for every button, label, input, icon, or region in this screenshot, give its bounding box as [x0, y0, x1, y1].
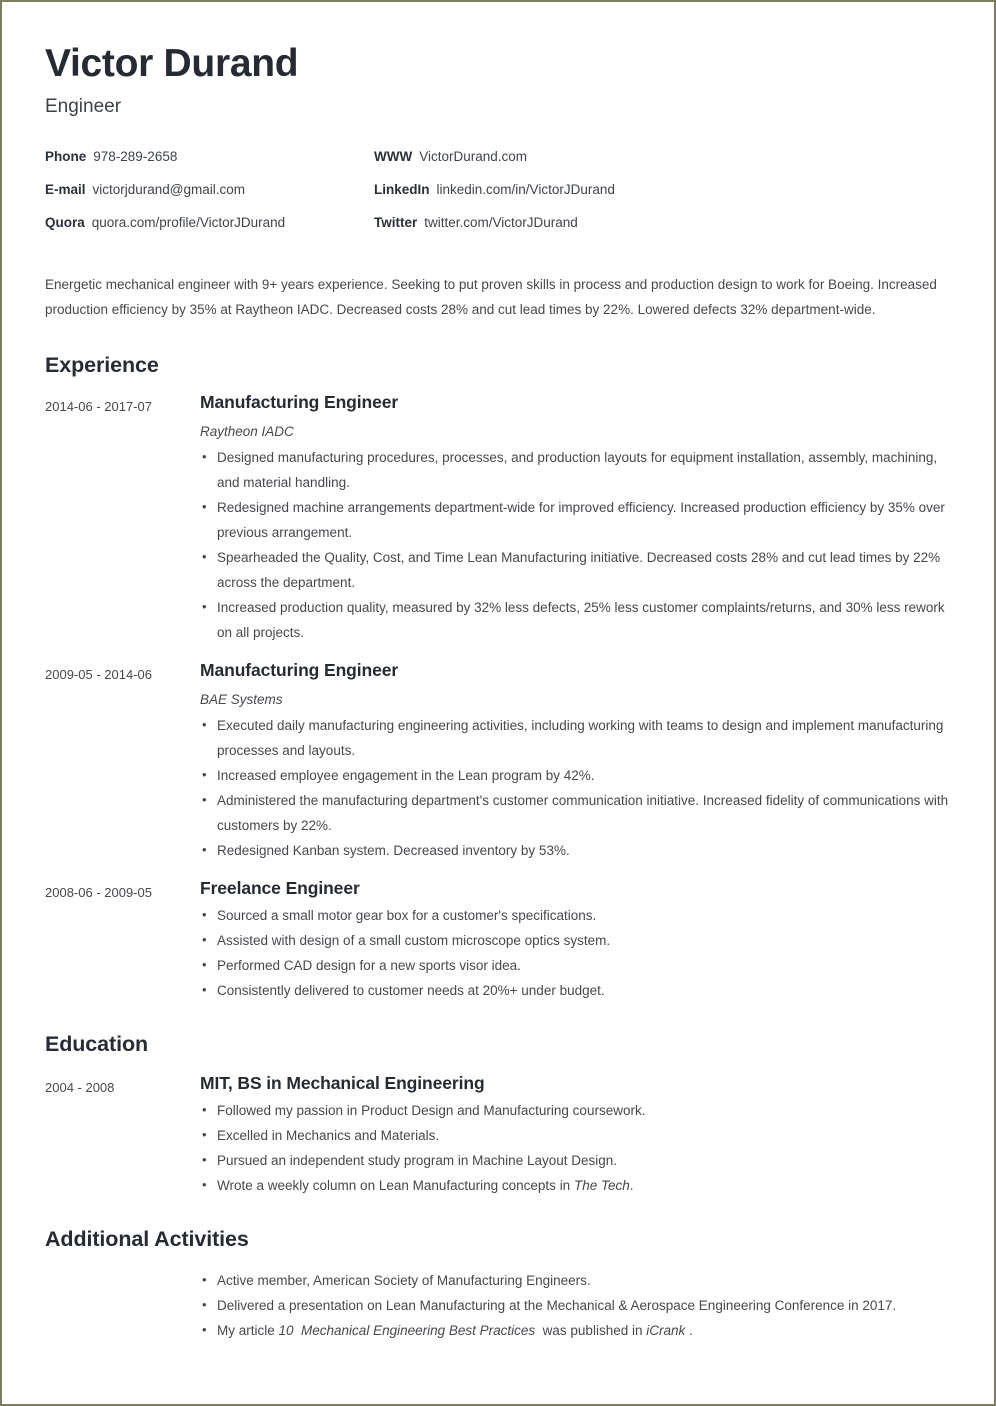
bullet-item: • Increased production quality, measured by 32% less defects, 25% less customer complaints/returns, and 30% less rework on all projects. [200, 596, 951, 646]
contact-value[interactable]: 978-289-2658 [93, 148, 178, 164]
entry-organization: Raytheon IADC [200, 423, 294, 439]
contact-value[interactable]: VictorDurand.com [419, 148, 528, 164]
summary-paragraph: Energetic mechanical engineer with 9+ years experience. Seeking to put proven skills in process and production design to work for Boeing. Increased production efficiency by 35% at Raytheon IADC. Decreased costs 28% and cut lead times by 22%. Lowered defects 32% department-wide. [45, 276, 937, 318]
bullet-item: • Assisted with design of a small custom microscope optics system. [200, 929, 951, 954]
bullet-item: • Sourced a small motor gear box for a customer's specifications. [200, 904, 951, 929]
bullet-item: • Pursued an independent study program in Machine Layout Design. [200, 1149, 951, 1174]
bullet-item: • Redesigned machine arrangements department-wide for improved efficiency. Increased production efficiency by 35% over previous arrangement. [200, 496, 951, 546]
bullet-item: • Wrote a weekly column on Lean Manufacturing concepts in The Tech. [200, 1174, 951, 1199]
resume-entry [45, 878, 951, 1004]
bullet-item: • My article 10 Mechanical Engineering Best Practices was published in iCrank . [200, 1319, 951, 1344]
bullet-item: • Consistently delivered to customer needs at 20%+ under budget. [200, 979, 951, 1004]
bullet-item: • Active member, American Society of Manufacturing Engineers. [200, 1269, 951, 1294]
section-heading-education: Education [45, 1031, 149, 1056]
entry-bullet-list [200, 1269, 951, 1344]
education-entries [45, 1073, 951, 1199]
entry-dates: 2009-05 - 2014-06 [45, 666, 152, 682]
entry-body [200, 392, 951, 646]
entry-body [200, 660, 951, 864]
page-title: Victor Durand [45, 42, 299, 85]
section-heading-experience: Experience [45, 352, 159, 377]
entry-dates [45, 1265, 200, 1344]
resume-sheet [2, 2, 994, 1404]
bullet-item: • Followed my passion in Product Design and Manufacturing coursework. [200, 1099, 951, 1124]
contact-row [45, 214, 374, 247]
entry-organization: BAE Systems [200, 691, 283, 707]
entry-dates: 2008-06 - 2009-05 [45, 885, 152, 901]
contact-row [374, 214, 951, 247]
contact-row [45, 148, 374, 181]
bullet-item: • Spearheaded the Quality, Cost, and Time Lean Manufacturing initiative. Decreased costs 28% and cut lead times by 22% across the department. [200, 546, 951, 596]
resume-entry [45, 660, 951, 864]
entry-body [200, 1073, 951, 1199]
contact-label: Quora [45, 214, 85, 230]
contact-details [45, 148, 951, 247]
entry-title: Manufacturing Engineer [200, 391, 399, 412]
resume-entry [45, 1265, 951, 1344]
entry-body [200, 878, 951, 1004]
contact-value[interactable]: victorjdurand@gmail.com [92, 181, 246, 197]
contact-row [45, 181, 374, 214]
bullet-item: • Increased employee engagement in the Lean program by 42%. [200, 764, 951, 789]
section-heading-activities: Additional Activities [45, 1226, 249, 1251]
bullet-item: • Delivered a presentation on Lean Manufacturing at the Mechanical & Aerospace Engineering Conference in 2017. [200, 1294, 951, 1319]
entry-body [200, 1265, 951, 1344]
entry-bullet-list [200, 446, 951, 646]
contact-value[interactable]: quora.com/profile/VictorJDurand [91, 214, 286, 230]
entry-title: Freelance Engineer [200, 878, 360, 899]
bullet-item: • Redesigned Kanban system. Decreased inventory by 53%. [200, 839, 951, 864]
contact-label: WWW [374, 148, 413, 164]
entry-title: Manufacturing Engineer [200, 659, 399, 680]
experience-entries [45, 392, 951, 1004]
job-title: Engineer [45, 96, 122, 118]
resume-entry [45, 1073, 951, 1199]
bullet-item: • Performed CAD design for a new sports visor idea. [200, 954, 951, 979]
contact-row [374, 148, 951, 181]
contact-label: Phone [45, 148, 87, 164]
contact-label: E-mail [45, 181, 86, 197]
contact-label: LinkedIn [374, 181, 430, 197]
entry-title: MIT, BS in Mechanical Engineering [200, 1072, 485, 1093]
entry-bullet-list [200, 1099, 951, 1199]
contact-value[interactable]: linkedin.com/in/VictorJDurand [436, 181, 615, 197]
entry-bullet-list [200, 904, 951, 1004]
bullet-item: • Administered the manufacturing department's customer communication initiative. Increased fidelity of communications with customers by 22%. [200, 789, 951, 839]
entry-dates: 2004 - 2008 [45, 1079, 115, 1095]
bullet-item: • Excelled in Mechanics and Materials. [200, 1124, 951, 1149]
entry-dates: 2014-06 - 2017-07 [45, 398, 152, 414]
contact-row [374, 181, 951, 214]
bullet-item: • Designed manufacturing procedures, processes, and production layouts for equipment installation, assembly, machining, and material handling. [200, 446, 951, 496]
entry-bullet-list [200, 714, 951, 864]
bullet-item: • Executed daily manufacturing engineering activities, including working with teams to design and implement manufacturing processes and layouts. [200, 714, 951, 764]
contact-label: Twitter [374, 214, 418, 230]
contact-value[interactable]: twitter.com/VictorJDurand [424, 214, 578, 230]
resume-entry [45, 392, 951, 646]
activities-entries [45, 1265, 951, 1344]
